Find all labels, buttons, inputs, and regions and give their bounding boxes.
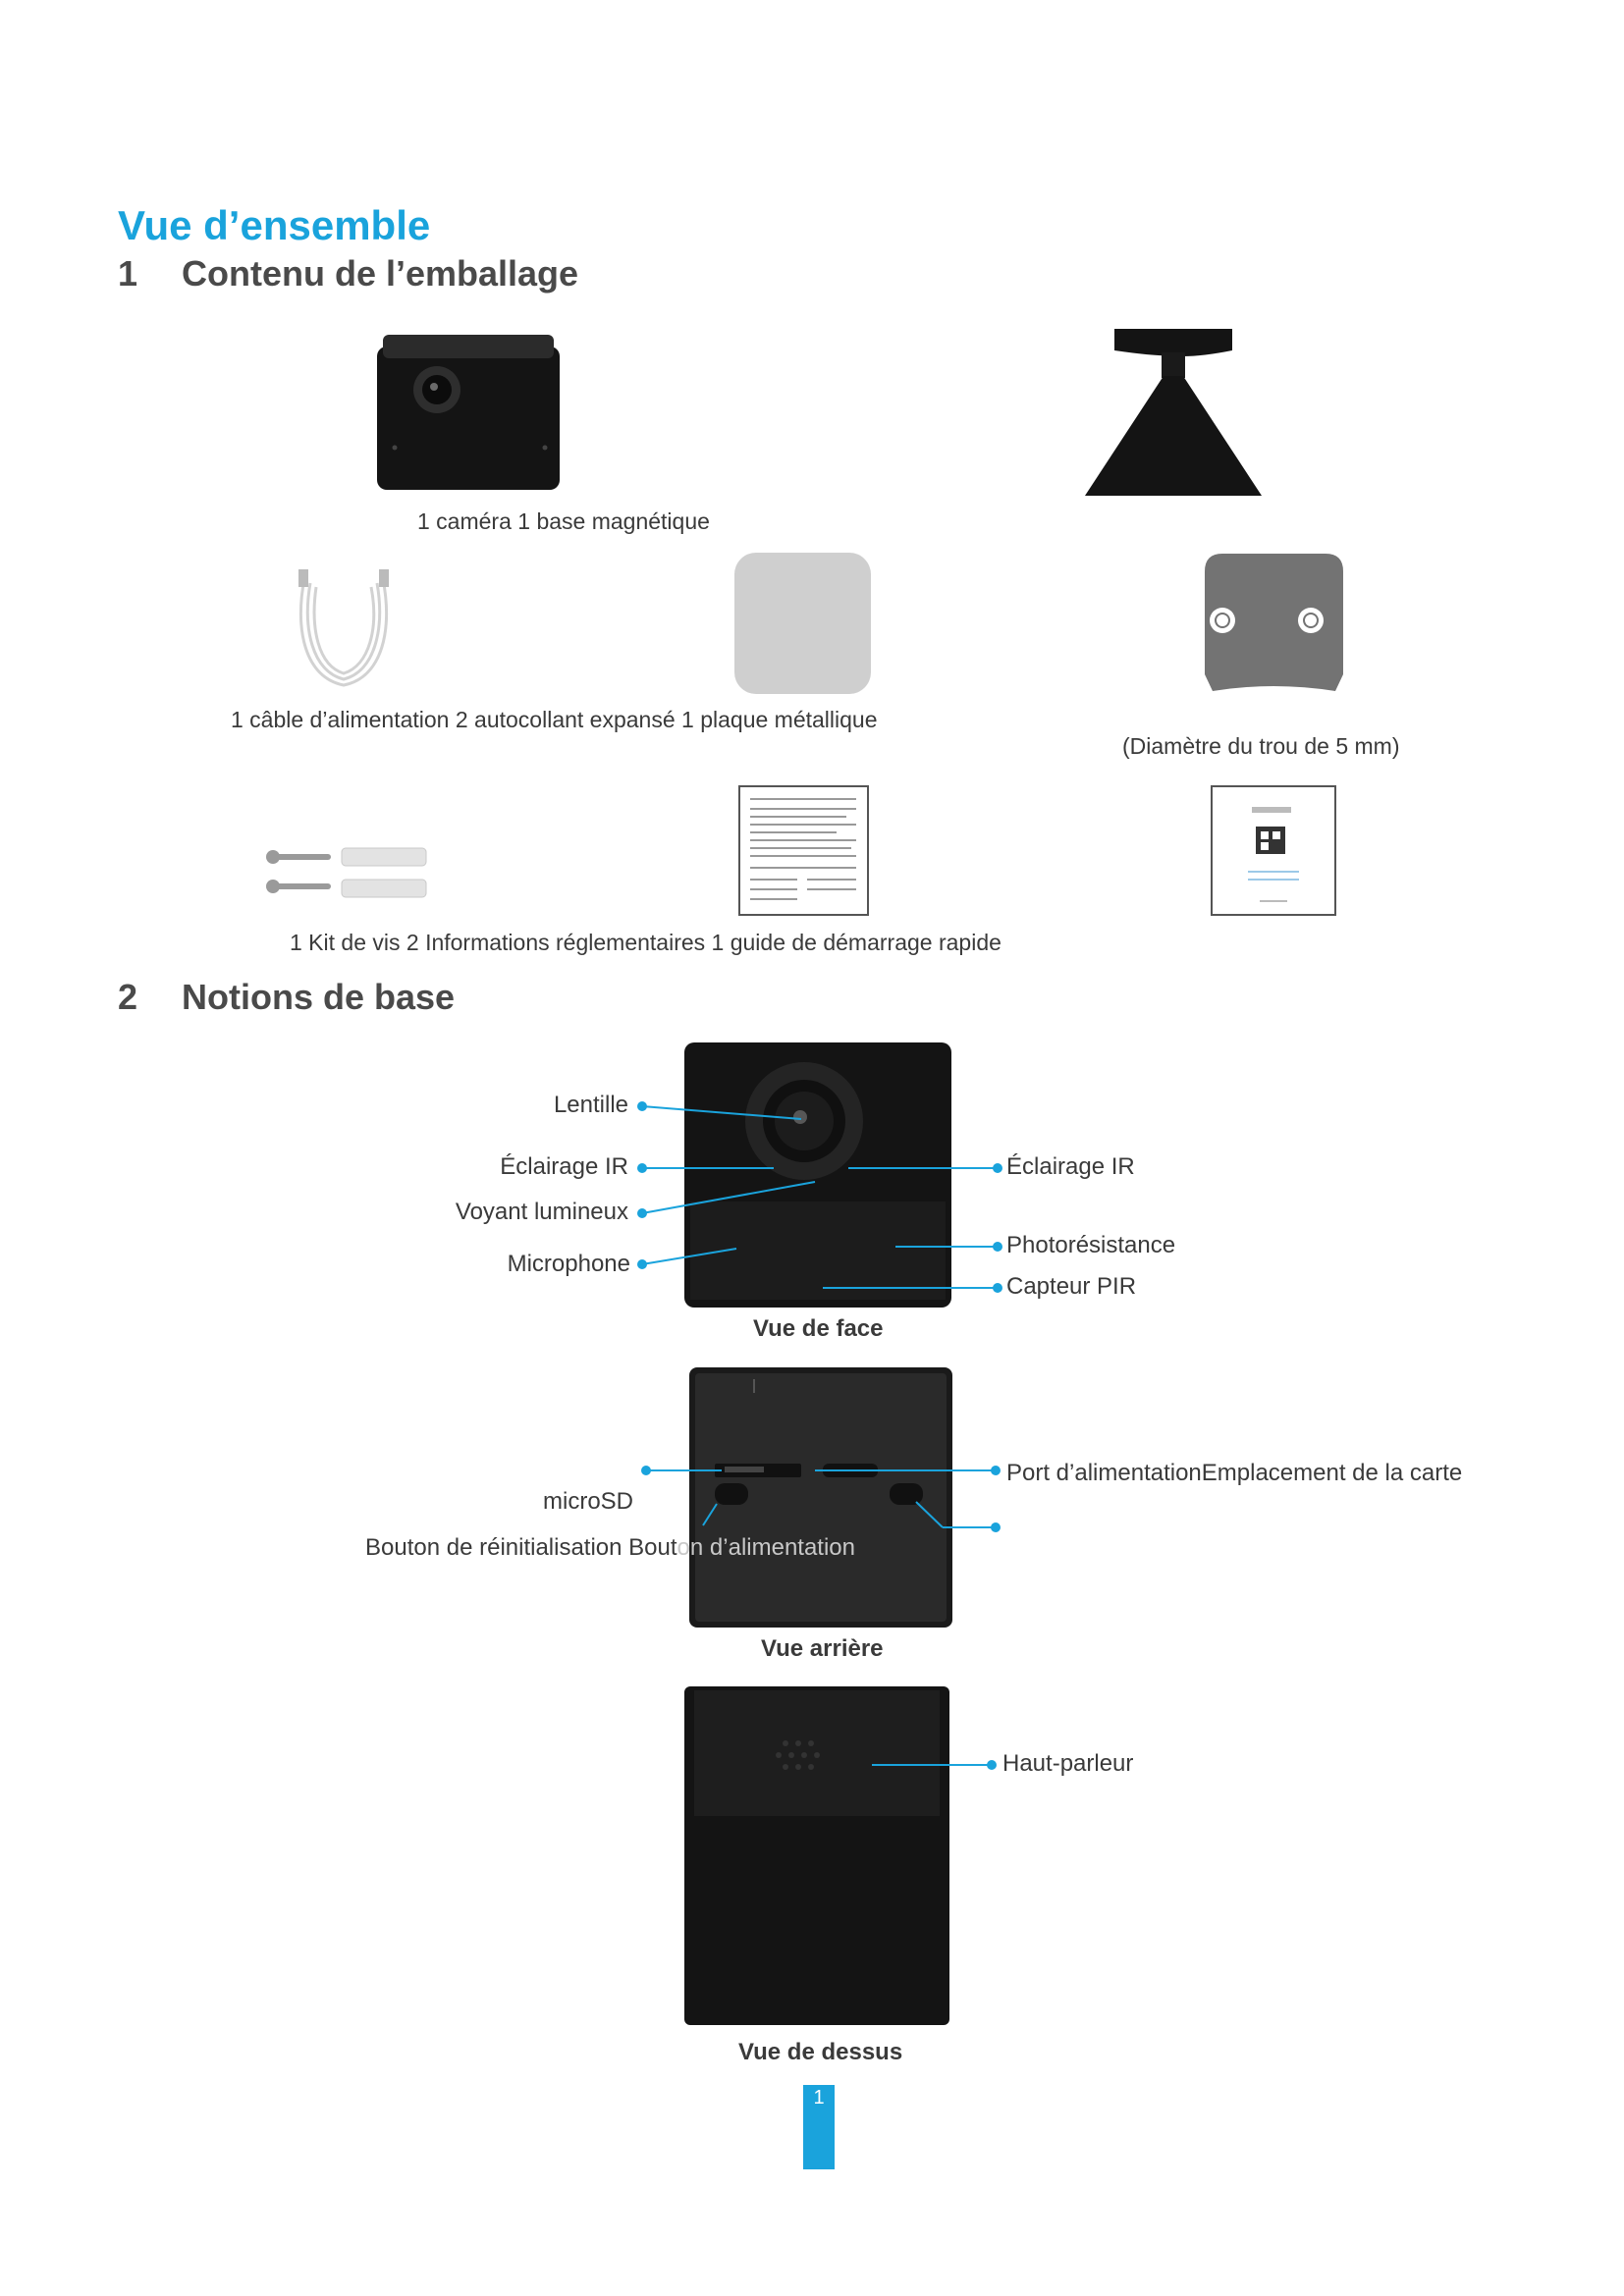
page-number-tab (803, 2085, 835, 2169)
caption-row-3: 1 Kit de vis 2 Informations réglementaires 1 guide de démarrage rapide (290, 930, 1001, 955)
reset-button-label: Bouton de réinitialisation Bout (365, 1534, 677, 1561)
section-title: Notions de base (182, 977, 456, 1017)
power-port-card-slot-label: Port d’alimentationEmplacement de la carte (1006, 1460, 1463, 1486)
page-number: 1 (813, 2087, 825, 2109)
camera-image (373, 329, 565, 496)
speaker-label: Haut-parleur (1002, 1750, 1134, 1777)
section-number: 2 (118, 977, 138, 1017)
magnetic-base-image (1085, 329, 1267, 501)
caption-row-2: 1 câble d’alimentation 2 autocollant expansé 1 plaque métallique (231, 707, 878, 732)
front-view-label: Vue de face (753, 1315, 884, 1342)
microsd-label: microSD (543, 1488, 634, 1515)
photoresistor-label: Photorésistance (1006, 1232, 1176, 1258)
front-callout-lines (628, 1080, 1011, 1306)
ir-left-label: Éclairage IR (500, 1153, 628, 1180)
section-number: 1 (118, 253, 138, 294)
top-view-image (684, 1686, 949, 2030)
ir-right-label: Éclairage IR (1006, 1153, 1135, 1180)
power-button-label: on d’alimentation (677, 1534, 855, 1561)
indicator-label: Voyant lumineux (455, 1199, 628, 1225)
metal-plate-image (1203, 552, 1345, 694)
screw-kit-image (265, 844, 432, 913)
lens-label: Lentille (553, 1092, 628, 1118)
hole-diameter-note: (Diamètre du trou de 5 mm) (1122, 733, 1400, 759)
reset-power-button-label (365, 1534, 855, 1562)
section-heading-basics (118, 977, 455, 1018)
section-heading-contents (118, 253, 578, 294)
microphone-label: Microphone (507, 1251, 630, 1277)
quick-start-guide-image (1211, 785, 1338, 918)
top-callout-line (864, 1755, 1001, 1775)
top-view-label: Vue de dessus (738, 2039, 903, 2065)
pir-sensor-label: Capteur PIR (1006, 1273, 1137, 1300)
regulatory-info-image (738, 785, 871, 918)
page-title: Vue d’ensemble (118, 202, 431, 248)
expansion-sticker-image (731, 550, 874, 697)
section-title: Contenu de l’emballage (182, 253, 579, 294)
caption-row-1: 1 caméra 1 base magnétique (417, 508, 710, 534)
back-view-label: Vue arrière (761, 1635, 884, 1662)
power-cable-image (285, 569, 407, 697)
